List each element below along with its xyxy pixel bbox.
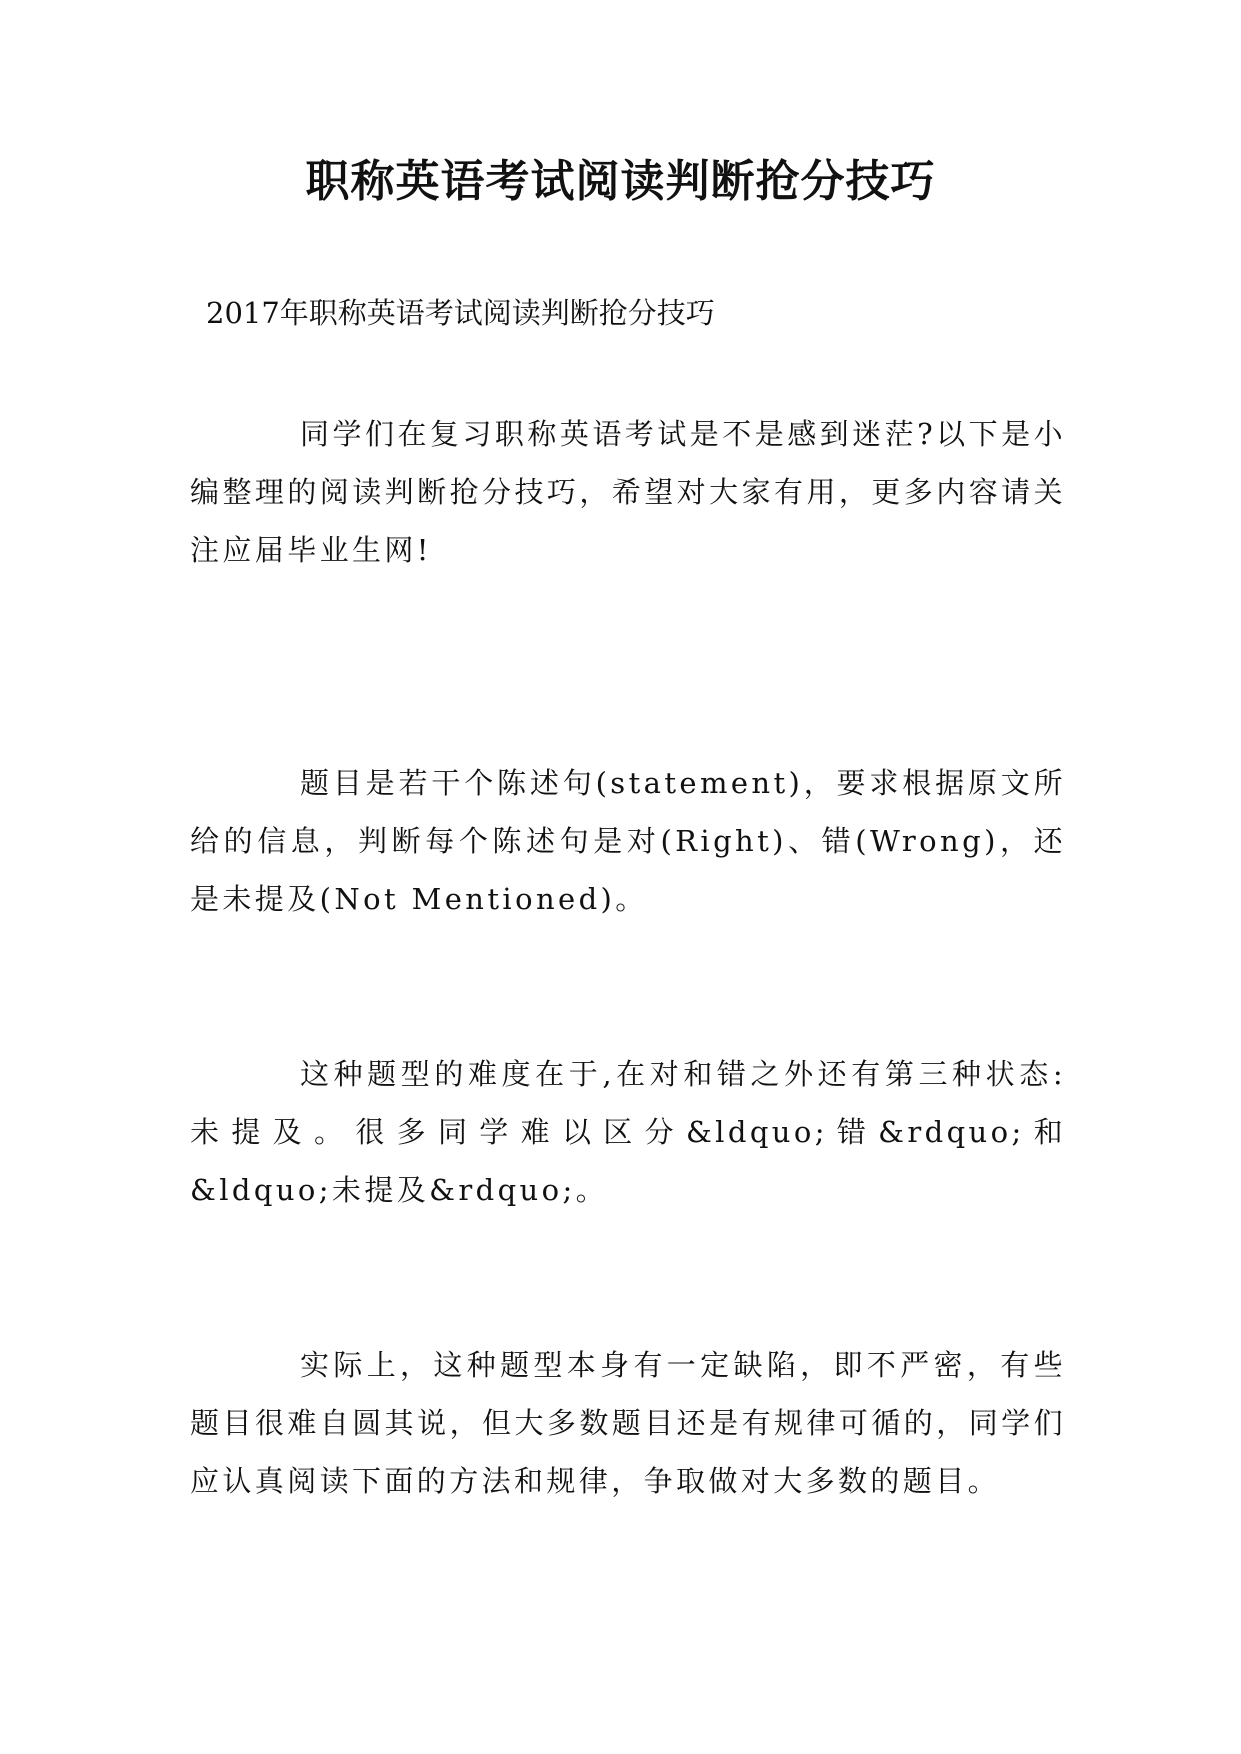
document-subtitle: 2017年职称英语考试阅读判断抢分技巧 — [206, 296, 715, 330]
paragraph-question-format: 题目是若干个陈述句(statement)，要求根据原文所给的信息，判断每个陈述句是对(Right)、错(Wrong)，还是未提及(Not Mentioned)。 — [190, 766, 1066, 916]
paragraph-intro: 同学们在复习职称英语考试是不是感到迷茫?以下是小编整理的阅读判断抢分技巧，希望对大家有用，更多内容请关注应届毕业生网! — [190, 417, 1066, 567]
paragraph-advice: 实际上，这种题型本身有一定缺陷，即不严密，有些题目很难自圆其说，但大多数题目还是有规律可循的，同学们应认真阅读下面的方法和规律，争取做对大多数的题目。 — [190, 1348, 1066, 1498]
document-title: 职称英语考试阅读判断抢分技巧 — [305, 156, 936, 207]
paragraph-difficulty: 这种题型的难度在于,在对和错之外还有第三种状态:未提及。很多同学难以区分&ldquo;错&rdquo;和&ldquo;未提及&rdquo;。 — [190, 1057, 1066, 1207]
